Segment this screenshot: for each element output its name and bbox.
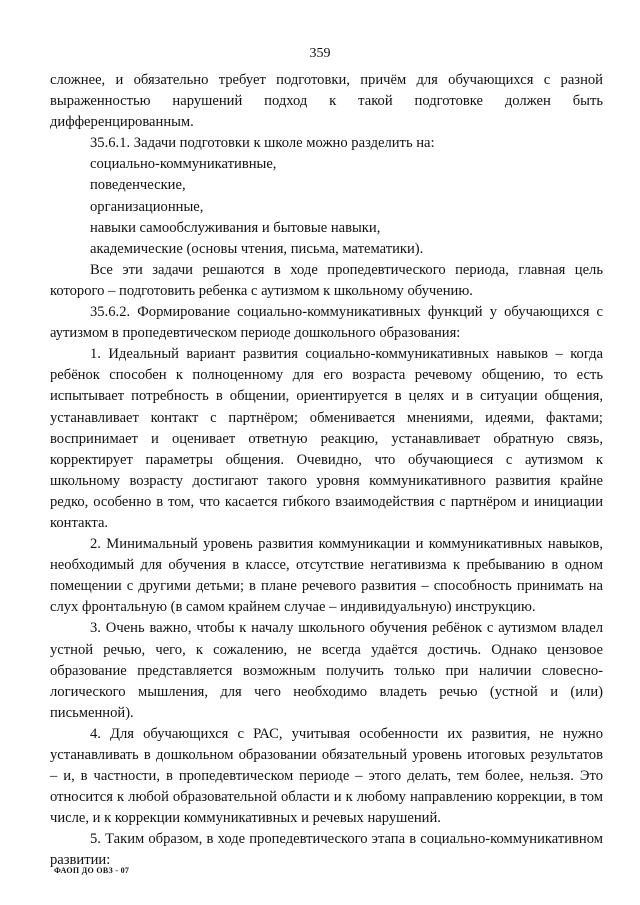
paragraph: Все эти задачи решаются в ходе пропедевтического периода, главная цель которого – подготовить ребенка с аутизмом к школьному обучению. bbox=[50, 261, 603, 299]
document-body bbox=[50, 70, 603, 872]
footer-document-code: ФАОП ДО ОВЗ - 07 bbox=[54, 866, 130, 875]
list-item: организационные, bbox=[90, 198, 204, 215]
paragraph-continuation: сложнее, и обязательно требует подготовки, причём для обучающихся с разной выраженностью нарушений подход к такой подготовке должен быть дифференцированным. bbox=[50, 72, 603, 131]
section-heading-35-6-1: 35.6.1. Задачи подготовки к школе можно разделить на: bbox=[90, 135, 435, 152]
numbered-paragraph-4: 4. Для обучающихся с РАС, учитывая особенности их развития, не нужно устанавливать в дошкольном образовании обязательный уровень итоговых результатов – и, в частности, в пропедевтическом периоде – этого делать, тем более, нельзя. Это относится к любой образовательной области и к любому направлению коррекции, в том числе, и к коррекции коммуникативных и речевых нарушений. bbox=[50, 725, 603, 827]
list-item: социально-коммуникативные, bbox=[90, 156, 277, 173]
numbered-paragraph-5: 5. Таким образом, в ходе пропедевтического этапа в социально-коммуникативном развитии: bbox=[50, 831, 603, 869]
page-number: 359 bbox=[309, 46, 331, 61]
list-item: навыки самообслуживания и бытовые навыки, bbox=[90, 219, 381, 236]
numbered-paragraph-1: 1. Идеальный вариант развития социально-коммуникативных навыков – когда ребёнок способен к полноценному для его возраста речевому общению, то есть испытывает потребность в общении, ориентируется в целях и в ситуации общения, устанавливает контакт с партнёром; обменивается мнениями, идеями, фактами; воспринимает и оценивает ответную реакцию, устанавливает обратную связь, корректирует параметры общения. Очевидно, что обучающиеся с аутизмом к школьному возрасту достигают такого уровня коммуникативного развития крайне редко, особенно в том, что касается гибкого взаимодействия с партнёром и инициации контакта. bbox=[50, 346, 603, 531]
list-item: поведенческие, bbox=[90, 177, 186, 194]
section-heading-35-6-2: 35.6.2. Формирование социально-коммуникативных функций у обучающихся с аутизмом в пропедевтическом периоде дошкольного образования: bbox=[50, 304, 603, 342]
numbered-paragraph-2: 2. Минимальный уровень развития коммуникации и коммуникативных навыков, необходимый для обучения в классе, отсутствие негативизма к пребыванию в одном помещении с другими детьми; в плане речевого развития – способность принимать на слух фронтальную (в самом крайнем случае – индивидуальную) инструкцию. bbox=[50, 536, 603, 616]
list-item: академические (основы чтения, письма, математики). bbox=[90, 240, 424, 257]
numbered-paragraph-3: 3. Очень важно, чтобы к началу школьного обучения ребёнок с аутизмом владел устной речью, чего, к сожалению, не всегда удаётся достичь. Однако цензовое образование представляется возможным получить только при наличии словесно-логического мышления, для чего необходимо владеть речью (устной и (или) письменной). bbox=[50, 620, 603, 721]
